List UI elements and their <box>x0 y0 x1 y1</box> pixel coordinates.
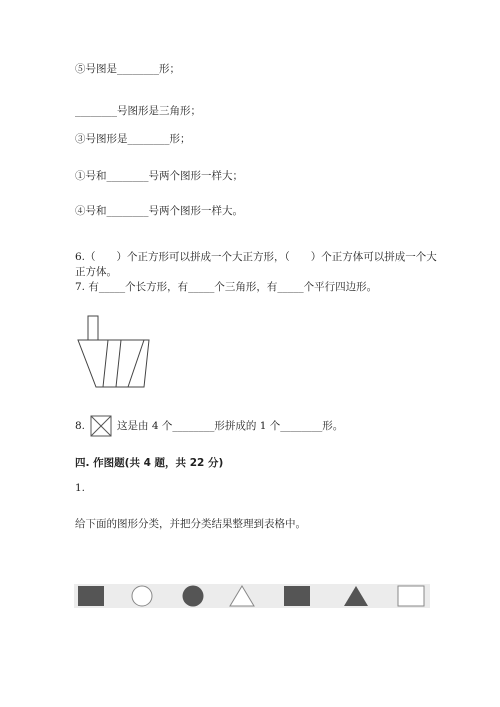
question-6-line-1: 6.（ ）个正方形可以拼成一个大正方形，（ ）个正方体可以拼成一个大 <box>75 251 437 263</box>
crossed-square-icon <box>90 415 112 437</box>
problem-1-instruction: 给下面的图形分类，并把分类结果整理到表格中。 <box>75 518 306 530</box>
question-8-number: 8. <box>75 420 86 432</box>
question-7: 7. 有_____个长方形，有_____个三角形，有_____个平行四边形。 <box>75 281 378 293</box>
question-6-line-2: 正方体。 <box>75 266 117 278</box>
question-8: 这是由 4 个________形拼成的 1 个________形。 <box>117 420 344 432</box>
problem-1-number: 1. <box>75 482 86 494</box>
filled-circle-icon <box>183 586 204 607</box>
question-line-triangle: ________号图形是三角形； <box>75 105 201 117</box>
question-line-5: ⑤号图是________形； <box>75 63 180 75</box>
question-line-3: ③号图形是________形； <box>75 133 191 145</box>
question-line-4: ④号和________号两个图形一样大。 <box>75 205 243 217</box>
square-outline-icon <box>398 586 424 606</box>
section-title: 四. 作图题(共 4 题，共 22 分) <box>75 457 224 469</box>
filled-square-icon <box>284 586 310 606</box>
shapes-strip-figure <box>74 584 430 608</box>
triangle-outline-icon <box>230 586 254 606</box>
composite-shape-figure <box>78 315 158 393</box>
filled-triangle-icon <box>344 586 368 606</box>
question-line-1: ①号和________号两个图形一样大； <box>75 170 243 182</box>
filled-square-icon <box>78 586 104 606</box>
circle-outline-icon <box>132 586 152 606</box>
